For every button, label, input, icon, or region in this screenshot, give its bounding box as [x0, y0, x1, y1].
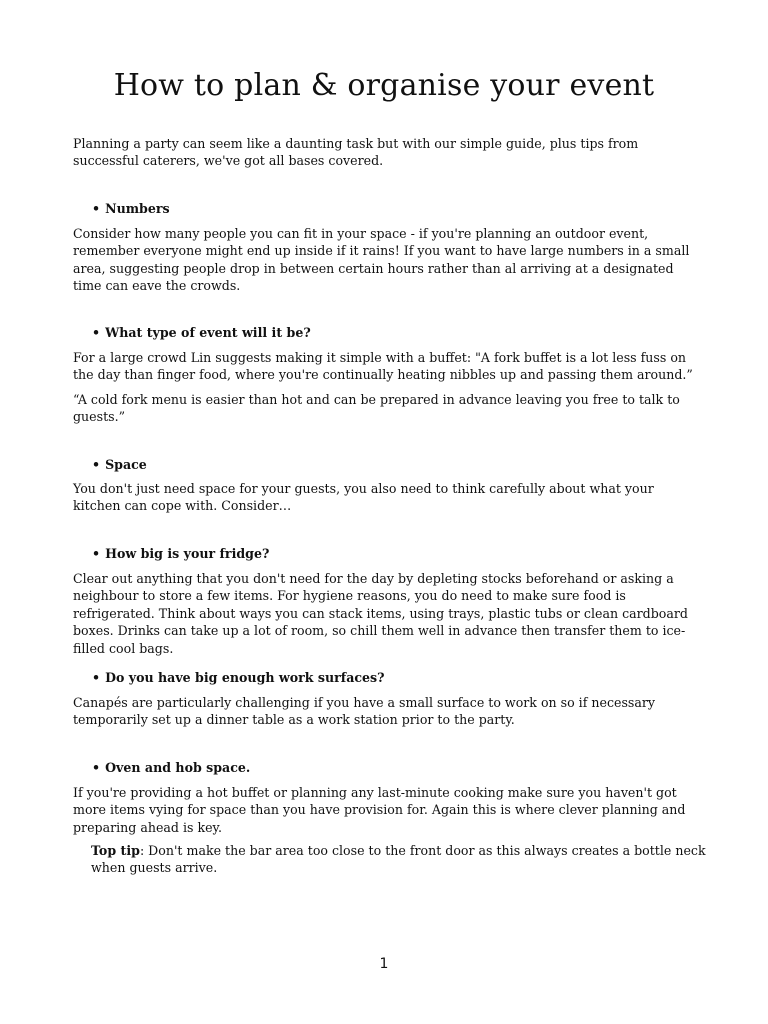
section-heading-event-type: [92, 324, 311, 341]
bullet-icon: •: [92, 325, 101, 340]
section-heading-label: Oven and hob space.: [105, 760, 251, 775]
section-heading-label: Space: [105, 457, 147, 472]
section-heading-label: How big is your fridge?: [105, 546, 270, 561]
section-paragraph: Canapés are particularly challenging if you have a small surface to work on so if necessary temporarily set up a dinner table as a work station prior to the party.: [73, 695, 656, 728]
section-paragraph: Clear out anything that you don't need for the day by depleting stocks beforehand or asking a neighbour to store a few items. For hygiene reasons, you do need to make sure food is refrigerated. Think about ways you can stack items, using trays, plastic tubs or clean cardboard boxes. Drinks can take up a lot of room, so chill them well in advance then transfer them to ice-filled cool bags.: [73, 571, 688, 656]
top-tip: [91, 842, 711, 877]
section-heading-space: [92, 456, 147, 473]
bullet-icon: •: [92, 760, 101, 775]
section-heading-label: What type of event will it be?: [105, 325, 311, 340]
page-title: How to plan & organise your event: [113, 68, 655, 103]
intro-paragraph: Planning a party can seem like a daunting task but with our simple guide, plus tips from successful caterers, we've got all bases covered.: [73, 136, 639, 169]
section-heading-fridge: [92, 545, 269, 562]
bullet-icon: •: [92, 546, 101, 561]
section-heading-label: Do you have big enough work surfaces?: [105, 670, 385, 685]
section-heading-oven-hob: [92, 759, 250, 776]
bullet-icon: •: [92, 670, 101, 685]
section-heading-label: Numbers: [105, 201, 170, 216]
top-tip-label: Top tip: [91, 843, 140, 858]
section-paragraph: You don't just need space for your guests, you also need to think carefully about what your kitchen can cope with. Consider…: [73, 481, 654, 514]
bullet-icon: •: [92, 457, 101, 472]
top-tip-text: : Don't make the bar area too close to the front door as this always creates a bottle neck when guests arrive.: [91, 843, 706, 876]
section-paragraph: “A cold fork menu is easier than hot and can be prepared in advance leaving you free to talk to guests.”: [73, 392, 680, 425]
page-number: 1: [379, 956, 389, 972]
section-heading-numbers: [92, 200, 170, 217]
section-paragraph: For a large crowd Lin suggests making it simple with a buffet: "A fork buffet is a lot less fuss on the day than finger food, where you're continually heating nibbles up and passing them around.”: [73, 350, 693, 383]
section-paragraph: If you're providing a hot buffet or planning any last-minute cooking make sure you haven't got more items vying for space than you have provision for. Again this is where clever planning and preparing ahead is key.: [73, 785, 686, 835]
section-paragraph: Consider how many people you can fit in your space - if you're planning an outdoor event, remember everyone might end up inside if it rains! If you want to have large numbers in a small area, suggesting people drop in between certain hours rather than al arriving at a designated time can eave the crowds.: [73, 226, 690, 294]
section-heading-work-surfaces: [92, 669, 385, 686]
bullet-icon: •: [92, 201, 101, 216]
